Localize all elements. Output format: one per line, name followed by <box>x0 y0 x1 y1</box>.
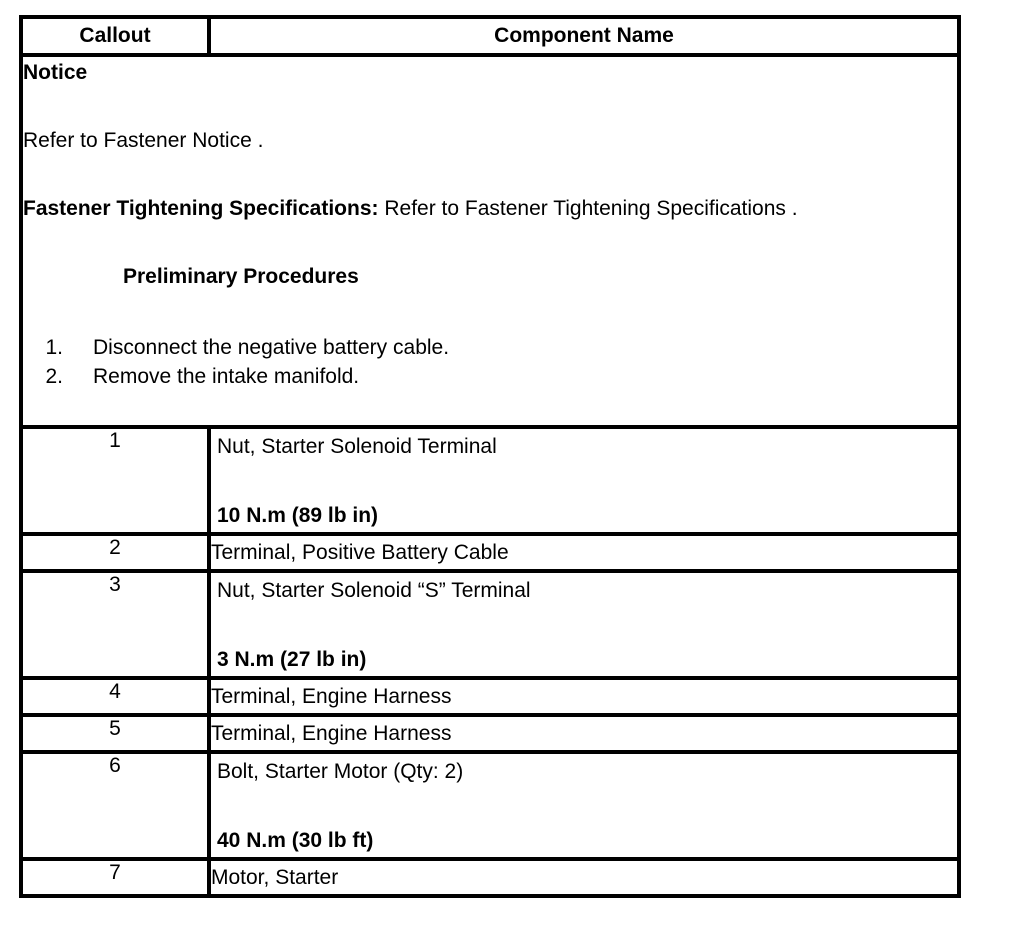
table-header-row <box>21 17 959 55</box>
table-row <box>21 715 959 752</box>
step-text: Remove the intake manifold. <box>93 365 360 388</box>
notice-cell <box>21 55 959 427</box>
component-name: Bolt, Starter Motor (Qty: 2) <box>217 760 464 783</box>
torque-spec: 3 N.m (27 lb in) <box>217 648 367 671</box>
table-row <box>21 534 959 571</box>
list-item <box>23 333 957 362</box>
table-row <box>21 859 959 896</box>
component-name: Nut, Starter Solenoid Terminal <box>217 435 497 458</box>
notice-row <box>21 55 959 427</box>
component-name-header: Component Name <box>209 17 959 55</box>
component-name: Nut, Starter Solenoid “S” Terminal <box>217 579 531 602</box>
component-name: Terminal, Positive Battery Cable <box>209 534 959 571</box>
callout-cell: 6 <box>21 752 209 859</box>
component-name: Terminal, Engine Harness <box>209 678 959 715</box>
component-table <box>19 15 961 898</box>
notice-title: Notice <box>23 61 88 84</box>
table-row <box>21 752 959 859</box>
callout-cell: 1 <box>21 427 209 534</box>
fastener-tightening-specs <box>23 197 957 221</box>
component-cell <box>209 571 959 678</box>
list-item <box>23 362 957 391</box>
callout-cell: 4 <box>21 678 209 715</box>
table-row <box>21 571 959 678</box>
callout-cell: 2 <box>21 534 209 571</box>
component-cell <box>209 427 959 534</box>
callout-header: Callout <box>21 17 209 55</box>
callout-cell: 5 <box>21 715 209 752</box>
callout-cell: 3 <box>21 571 209 678</box>
fastener-notice-line: Refer to Fastener Notice . <box>23 129 264 152</box>
torque-spec: 10 N.m (89 lb in) <box>217 504 379 527</box>
component-name: Motor, Starter <box>209 859 959 896</box>
step-text: Disconnect the negative battery cable. <box>93 336 450 359</box>
preliminary-steps-list <box>23 333 957 391</box>
fts-label: Fastener Tightening Specifications: <box>23 197 379 220</box>
table-row <box>21 678 959 715</box>
torque-spec: 40 N.m (30 lb ft) <box>217 829 374 852</box>
step-number: 1. <box>45 336 63 359</box>
callout-cell: 7 <box>21 859 209 896</box>
component-cell <box>209 752 959 859</box>
component-name: Terminal, Engine Harness <box>209 715 959 752</box>
table-row <box>21 427 959 534</box>
preliminary-procedures-title: Preliminary Procedures <box>123 265 359 288</box>
fts-text: Refer to Fastener Tightening Specifications . <box>378 197 798 220</box>
step-number: 2. <box>45 365 63 388</box>
